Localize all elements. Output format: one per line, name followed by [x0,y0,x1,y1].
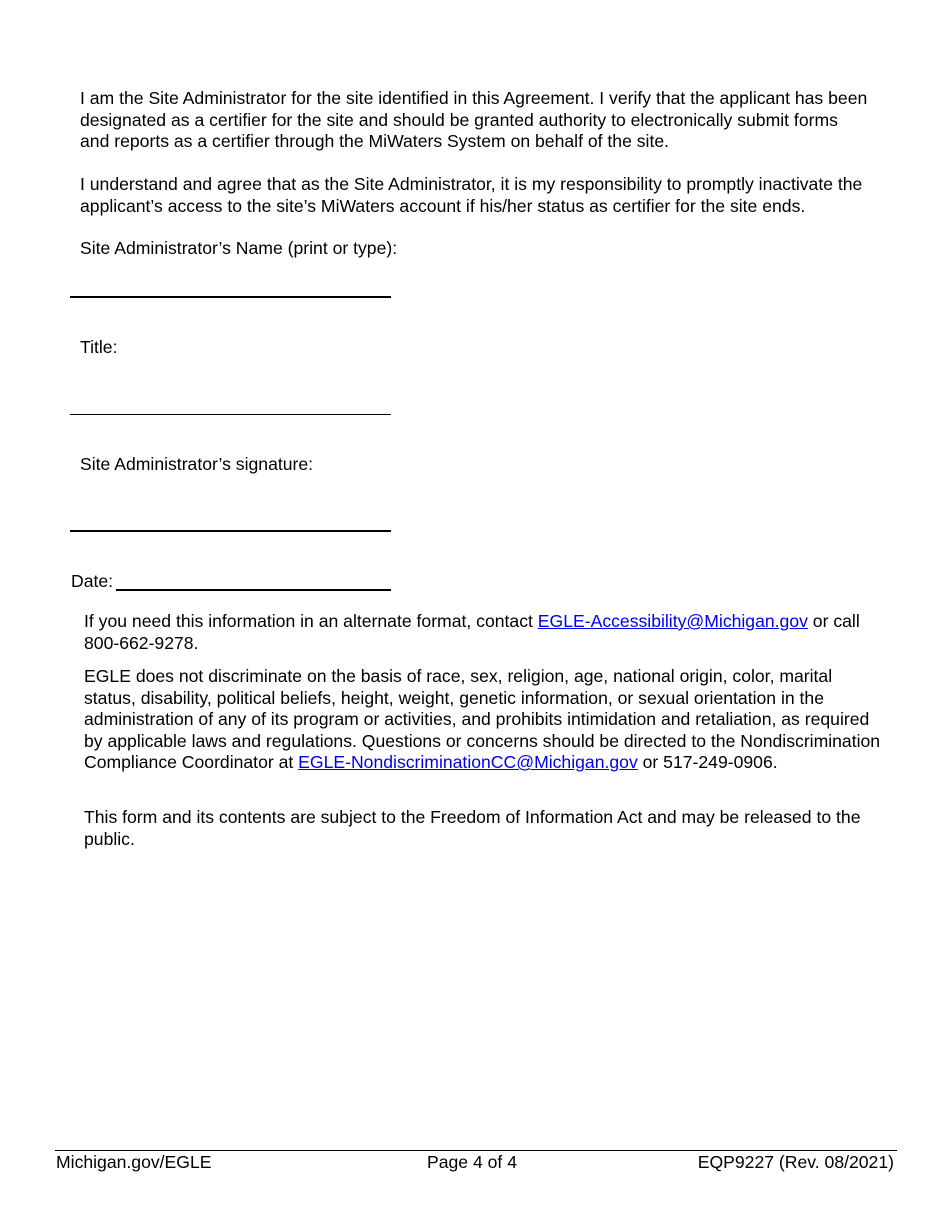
title-label: Title: [80,337,118,357]
nondiscrimination-email-link[interactable]: EGLE-NondiscriminationCC@Michigan.gov [298,752,638,772]
date-label: Date: [71,571,114,591]
footer-form-number: EQP9227 (Rev. 08/2021) [697,1152,894,1172]
name-input-line[interactable] [70,296,391,298]
date-input-line[interactable] [116,589,391,591]
name-label: Site Administrator’s Name (print or type): [80,238,398,258]
accessibility-notice: If you need this information in an alternate format, contact EGLE-Accessibility@Michigan.gov or call 800-662-9278. [84,611,860,653]
foia-notice: This form and its contents are subject to the Freedom of Information Act and may be released to the public. [84,807,861,849]
responsibility-paragraph: I understand and agree that as the Site Administrator, it is my responsibility to promptly inactivate the applicant’s access to the site’s MiWaters account if his/her status as certifier for the site ends. [80,174,863,216]
signature-label: Site Administrator’s signature: [80,454,314,474]
certification-paragraph: I am the Site Administrator for the site identified in this Agreement. I verify that the applicant has been designated as a certifier for the site and should be granted authority to electronically submit forms and reports as a certifier through the MiWaters System on behalf of the site. [80,88,868,151]
footer-page-number: Page 4 of 4 [427,1152,517,1172]
accessibility-email-link[interactable]: EGLE-Accessibility@Michigan.gov [537,611,808,631]
footer-website: Michigan.gov/EGLE [56,1152,212,1172]
signature-input-line[interactable] [70,530,391,532]
title-input-line[interactable] [70,414,391,415]
footer-divider [55,1150,897,1151]
nondiscrimination-notice: EGLE does not discriminate on the basis of race, sex, religion, age, national origin, color, marital status, disability, political beliefs, height, weight, genetic information, or sexual orientation in the administration of any of its program or activities, and prohibits intimidation and retaliation, as required by applicable laws and regulations. Questions or concerns should be directed to the Nondiscrimination Compliance Coordinator at EGLE-NondiscriminationCC@Michigan.gov or 517-249-0906. [84,666,881,772]
